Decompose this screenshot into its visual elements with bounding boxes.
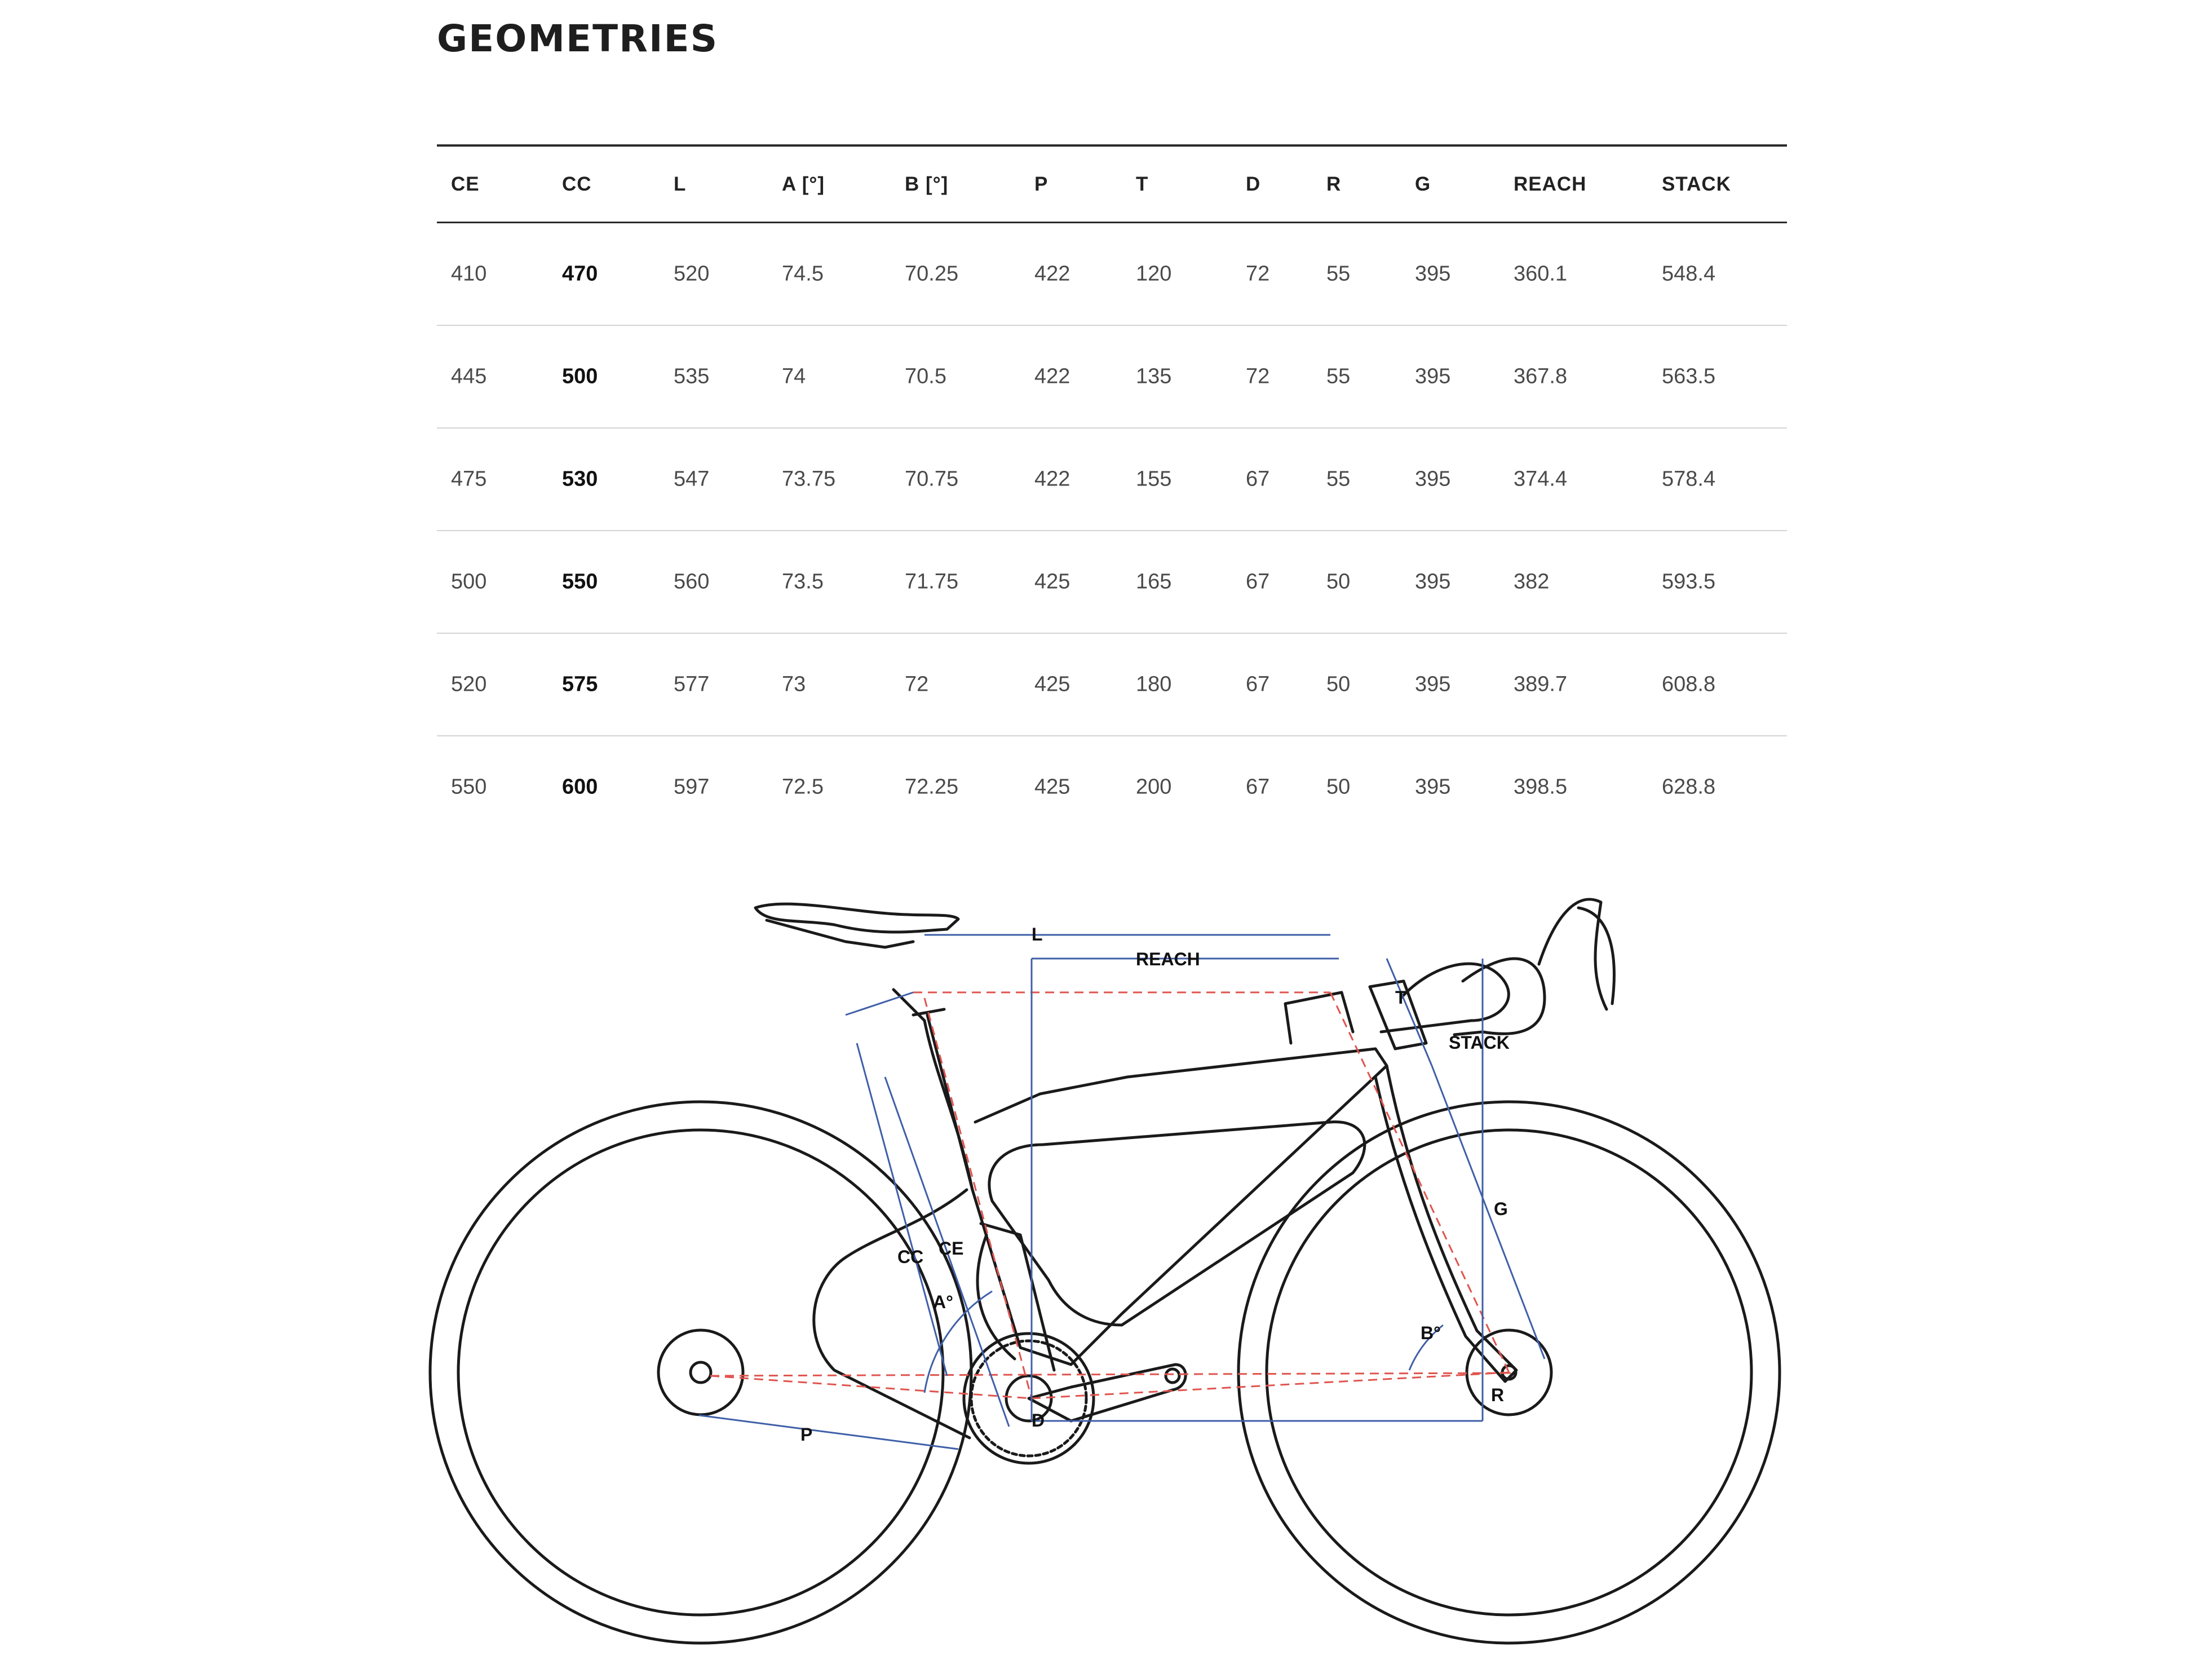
cell-t: 180	[1136, 672, 1172, 696]
cell-ce: 520	[451, 672, 487, 696]
label-r: R	[1491, 1385, 1505, 1405]
cell-g: 395	[1415, 775, 1451, 799]
cell-ce: 410	[451, 262, 487, 286]
cell-a: 73.75	[782, 467, 836, 491]
cell-d: 72	[1246, 364, 1270, 388]
cell-d: 67	[1246, 775, 1270, 799]
cell-reach: 382	[1514, 569, 1550, 594]
label-l: L	[1032, 924, 1043, 944]
cell-ce: 500	[451, 569, 487, 594]
cell-r: 50	[1326, 569, 1351, 594]
geometry-lines	[710, 992, 1511, 1398]
cell-t: 165	[1136, 569, 1172, 594]
cell-t: 135	[1136, 364, 1172, 388]
header-g: G	[1415, 173, 1431, 195]
cell-l: 560	[674, 569, 710, 594]
cell-g: 395	[1415, 262, 1451, 286]
header-r: R	[1326, 173, 1342, 195]
page-title: GEOMETRIES	[437, 17, 719, 60]
label-g: G	[1494, 1199, 1508, 1219]
dimension-lines	[699, 935, 1545, 1449]
table-row	[437, 429, 1787, 531]
cell-d: 67	[1246, 672, 1270, 696]
cell-a: 73.5	[782, 569, 824, 594]
cell-a: 72.5	[782, 775, 824, 799]
cell-p: 422	[1034, 467, 1070, 491]
header-p: P	[1034, 173, 1049, 195]
header-b: B [°]	[905, 173, 949, 195]
cell-r: 55	[1326, 262, 1351, 286]
label-stack: STACK	[1449, 1032, 1510, 1053]
cell-l: 520	[674, 262, 710, 286]
cell-t: 120	[1136, 262, 1172, 286]
table-row	[437, 736, 1787, 838]
cell-ce: 550	[451, 775, 487, 799]
label-reach: REACH	[1136, 949, 1200, 969]
cell-d: 72	[1246, 262, 1270, 286]
cell-stack: 548.4	[1662, 262, 1716, 286]
cell-ce: 445	[451, 364, 487, 388]
cell-stack: 608.8	[1662, 672, 1716, 696]
label-cc: CC	[897, 1247, 924, 1267]
header-reach: REACH	[1514, 173, 1587, 195]
table-row	[437, 223, 1787, 326]
cell-cc: 470	[562, 262, 598, 286]
header-cc: CC	[562, 173, 592, 195]
cell-r: 50	[1326, 672, 1351, 696]
cell-stack: 563.5	[1662, 364, 1716, 388]
header-t: T	[1136, 173, 1149, 195]
label-a: A°	[933, 1292, 953, 1312]
cell-stack: 593.5	[1662, 569, 1716, 594]
cell-g: 395	[1415, 569, 1451, 594]
table-row	[437, 634, 1787, 736]
cell-g: 395	[1415, 364, 1451, 388]
cell-cc: 550	[562, 569, 598, 594]
cell-p: 425	[1034, 672, 1070, 696]
rear-wheel	[430, 1102, 971, 1643]
cell-reach: 374.4	[1514, 467, 1568, 491]
cell-reach: 389.7	[1514, 672, 1568, 696]
cell-a: 74.5	[782, 262, 824, 286]
cell-l: 547	[674, 467, 710, 491]
cell-cc: 575	[562, 672, 598, 696]
chainring	[964, 1334, 1185, 1463]
cell-d: 67	[1246, 569, 1270, 594]
label-b: B°	[1421, 1323, 1441, 1343]
cell-cc: 530	[562, 467, 598, 491]
header-stack: STACK	[1662, 173, 1731, 195]
header-d: D	[1246, 173, 1261, 195]
cell-l: 597	[674, 775, 710, 799]
header-ce: CE	[451, 173, 480, 195]
cell-p: 425	[1034, 569, 1070, 594]
cell-ce: 475	[451, 467, 487, 491]
header-l: L	[674, 173, 687, 195]
cell-p: 422	[1034, 262, 1070, 286]
label-d: D	[1032, 1410, 1045, 1431]
table-row	[437, 531, 1787, 634]
label-t: T	[1395, 987, 1406, 1008]
cell-stack: 578.4	[1662, 467, 1716, 491]
cell-g: 395	[1415, 672, 1451, 696]
cell-reach: 367.8	[1514, 364, 1568, 388]
cell-t: 155	[1136, 467, 1172, 491]
cell-r: 50	[1326, 775, 1351, 799]
cell-t: 200	[1136, 775, 1172, 799]
label-ce: CE	[939, 1238, 964, 1259]
cell-p: 425	[1034, 775, 1070, 799]
cell-l: 535	[674, 364, 710, 388]
cell-d: 67	[1246, 467, 1270, 491]
bike-geometry-diagram	[417, 829, 1804, 1652]
label-p: P	[800, 1424, 813, 1445]
cell-b: 70.25	[905, 262, 959, 286]
cell-b: 70.75	[905, 467, 959, 491]
table-row	[437, 326, 1787, 429]
cell-cc: 500	[562, 364, 598, 388]
cell-r: 55	[1326, 364, 1351, 388]
cell-reach: 398.5	[1514, 775, 1568, 799]
cell-r: 55	[1326, 467, 1351, 491]
cell-g: 395	[1415, 467, 1451, 491]
table-header-row	[437, 147, 1787, 222]
header-a: A [°]	[782, 173, 825, 195]
bike-frame	[755, 899, 1614, 1438]
cell-cc: 600	[562, 775, 598, 799]
cell-b: 72.25	[905, 775, 959, 799]
cell-stack: 628.8	[1662, 775, 1716, 799]
cell-a: 74	[782, 364, 806, 388]
cell-p: 422	[1034, 364, 1070, 388]
cell-l: 577	[674, 672, 710, 696]
cell-reach: 360.1	[1514, 262, 1568, 286]
cell-a: 73	[782, 672, 806, 696]
cell-b: 71.75	[905, 569, 959, 594]
geometry-table	[437, 144, 1787, 838]
cell-b: 72	[905, 672, 929, 696]
cell-b: 70.5	[905, 364, 946, 388]
